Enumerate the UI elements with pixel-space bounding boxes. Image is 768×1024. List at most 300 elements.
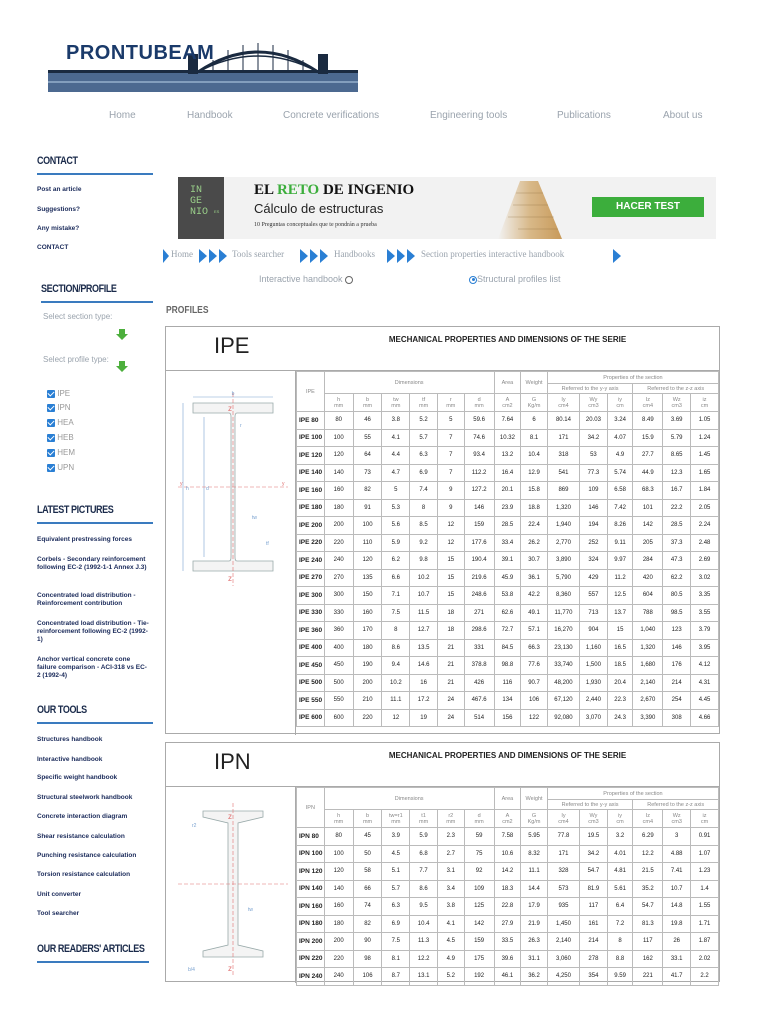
table-cell: 100 <box>324 429 353 447</box>
svg-text:y: y <box>180 481 183 487</box>
nav-handbook[interactable]: Handbook <box>187 110 233 121</box>
table-cell: 9.4 <box>382 657 410 675</box>
table-cell: 1.45 <box>691 447 719 465</box>
table-cell: 23.9 <box>494 499 521 517</box>
table-cell: 160 <box>353 604 382 622</box>
tool-link[interactable]: Punching resistance calculation <box>37 852 137 859</box>
checkbox-label: UPN <box>57 463 75 472</box>
table-cell: 36.1 <box>521 569 548 587</box>
table-cell: 35.2 <box>633 880 663 898</box>
table-cell: 67,120 <box>547 692 579 710</box>
table-cell: 180 <box>353 639 382 657</box>
sidebar-section-profile <box>41 283 153 303</box>
table-cell: 7.41 <box>663 863 691 881</box>
nav-publications[interactable]: Publications <box>557 110 611 121</box>
unit-label: cm3 <box>588 402 599 409</box>
ingenio-banner[interactable] <box>178 177 716 239</box>
table-cell: 6.4 <box>607 898 633 916</box>
svg-text:d: d <box>206 486 209 492</box>
unit-label: mm <box>446 818 456 825</box>
table-cell: 11.3 <box>410 933 438 951</box>
tool-link[interactable]: Unit converter <box>37 891 82 898</box>
tool-link[interactable]: Structural steelwork handbook <box>37 794 133 801</box>
checkbox-ipn[interactable] <box>47 403 71 415</box>
unit-label: cm <box>700 818 709 825</box>
table-cell: 21 <box>437 639 464 657</box>
table-cell: 180 <box>324 915 353 933</box>
table-cell: 80 <box>324 412 353 430</box>
contact-heading: CONTACT <box>37 155 78 167</box>
table-cell: 573 <box>547 880 579 898</box>
table-cell: 57.1 <box>521 622 548 640</box>
post-article-link[interactable]: Post an article <box>37 186 82 193</box>
table-cell: 73 <box>353 464 382 482</box>
table-cell: 74 <box>353 898 382 916</box>
table-cell: 23,130 <box>547 639 579 657</box>
chevron-right-icon <box>300 249 332 263</box>
profile-name: IPE 200 <box>297 517 325 535</box>
table-cell: 6.3 <box>410 447 438 465</box>
table-cell: 5.3 <box>382 499 410 517</box>
table-cell: 33.4 <box>494 534 521 552</box>
table-cell: 27.9 <box>494 915 521 933</box>
table-cell: 1.4 <box>691 880 719 898</box>
table-cell: 4.1 <box>437 915 464 933</box>
profile-dropdown-icon[interactable] <box>116 360 128 378</box>
table-cell: 159 <box>464 933 494 951</box>
table-cell: 298.6 <box>464 622 494 640</box>
table-cell: 7.7 <box>410 863 438 881</box>
any-mistake-link[interactable]: Any mistake? <box>37 225 80 232</box>
unit-label: mm <box>474 402 484 409</box>
table-cell: 426 <box>464 674 494 692</box>
table-cell: 271 <box>464 604 494 622</box>
table-cell: 221 <box>633 968 663 986</box>
table-cell: 170 <box>353 622 382 640</box>
table-cell: 45.9 <box>494 569 521 587</box>
svg-text:h: h <box>186 486 189 492</box>
tool-link[interactable]: Structures handbook <box>37 736 103 743</box>
unit-label: cm3 <box>588 818 599 825</box>
table-cell: 200 <box>324 517 353 535</box>
table-cell: 3 <box>663 828 691 846</box>
table-cell: 15 <box>437 552 464 570</box>
table-cell: 176 <box>663 657 691 675</box>
banner-title-accent: RETO <box>276 182 320 198</box>
profile-name: IPE 360 <box>297 622 325 640</box>
nav-about-us[interactable]: About us <box>663 110 703 121</box>
checkbox-icon <box>47 464 55 472</box>
table-cell: 14.8 <box>663 898 691 916</box>
checkbox-ipe[interactable] <box>47 389 70 401</box>
header-yy-axis: Referred to the y-y axis <box>547 800 632 810</box>
nav-engineering-tools[interactable]: Engineering tools <box>430 110 508 121</box>
header-dimensions: Dimensions <box>324 372 494 394</box>
table-cell: 12.3 <box>663 464 691 482</box>
table-cell: 68.3 <box>633 482 663 500</box>
table-cell: 284 <box>633 552 663 570</box>
header-symbol <box>353 810 382 828</box>
table-cell: 220 <box>324 950 353 968</box>
ingenio-logo <box>178 177 224 239</box>
unit-label: cm <box>616 818 624 825</box>
table-cell: 12 <box>382 709 410 727</box>
table-cell: 100 <box>324 845 353 863</box>
header-symbol <box>521 810 548 828</box>
table-cell: 7.58 <box>494 828 521 846</box>
table-cell: 140 <box>324 464 353 482</box>
table-cell: 34.2 <box>580 845 608 863</box>
table-cell: 26.3 <box>521 933 548 951</box>
table-cell: 467.6 <box>464 692 494 710</box>
breadcrumb-tools-searcher[interactable]: Tools searcher <box>232 249 285 259</box>
table-cell: 5.2 <box>437 968 464 986</box>
header-profile: IPN <box>297 788 325 828</box>
header-weight: Weight <box>521 788 548 810</box>
table-cell: 120 <box>324 447 353 465</box>
svg-text:tw: tw <box>248 907 253 913</box>
table-row <box>297 968 719 986</box>
table-cell: 16.5 <box>607 639 633 657</box>
checkbox-label: HEM <box>57 448 76 457</box>
profile-name: IPE 160 <box>297 482 325 500</box>
table-cell: 28.5 <box>663 517 691 535</box>
table-cell: 400 <box>324 639 353 657</box>
table-cell: 59.6 <box>464 412 494 430</box>
unit-label: cm <box>700 402 709 409</box>
tool-link[interactable]: Shear resistance calculation <box>37 833 125 840</box>
breadcrumb-handbooks[interactable]: Handbooks <box>334 249 375 259</box>
table-cell: 4.45 <box>691 692 719 710</box>
svg-text:tf: tf <box>266 541 269 547</box>
checkbox-upn[interactable] <box>47 463 74 475</box>
table-cell: 18.8 <box>521 499 548 517</box>
ipe-title: IPE <box>166 327 296 371</box>
unit-label: cm4 <box>642 402 654 409</box>
table-cell: 541 <box>547 464 579 482</box>
unit-label: mm <box>334 402 344 409</box>
symbol-label: iy <box>618 812 623 819</box>
table-cell: 5.95 <box>521 828 548 846</box>
table-cell: 8.49 <box>633 412 663 430</box>
profile-name: IPE 240 <box>297 552 325 570</box>
table-cell: 190.4 <box>464 552 494 570</box>
profile-name: IPN 160 <box>297 898 325 916</box>
header-symbol <box>324 810 353 828</box>
table-cell: 10.4 <box>410 915 438 933</box>
unit-label: cm3 <box>671 402 682 409</box>
table-cell: 33,740 <box>547 657 579 675</box>
site-logo[interactable] <box>48 36 358 92</box>
table-cell: 150 <box>353 587 382 605</box>
header-symbol <box>691 394 719 412</box>
contact-rule <box>37 173 153 175</box>
table-cell: 26 <box>663 933 691 951</box>
table-row <box>297 657 719 675</box>
table-row <box>297 898 719 916</box>
latest-picture-link[interactable]: Anchor vertical concrete cone failure comparison - ACI-318 vs EC-2 (1992-4) <box>37 656 147 679</box>
chevron-right-icon <box>163 249 169 263</box>
header-weight: Weight <box>521 372 548 394</box>
profile-name: IPE 270 <box>297 569 325 587</box>
header-dimensions: Dimensions <box>324 788 494 810</box>
table-cell: 7.42 <box>607 499 633 517</box>
table-cell: 4.07 <box>607 429 633 447</box>
header-symbol <box>353 394 382 412</box>
table-cell: 3.4 <box>437 880 464 898</box>
ipe-table <box>296 371 719 727</box>
svg-text:z: z <box>228 812 232 821</box>
table-cell: 15 <box>437 587 464 605</box>
header-symbol <box>633 810 663 828</box>
table-cell: 4.66 <box>691 709 719 727</box>
table-cell: 328 <box>547 863 579 881</box>
table-cell: 62.2 <box>663 569 691 587</box>
profile-name: IPN 120 <box>297 863 325 881</box>
table-row <box>297 828 719 846</box>
latest-picture-link[interactable]: Concentrated load distribution - Tie-reinforcement following EC-2 (1992-1) <box>37 620 149 643</box>
table-cell: 101 <box>633 499 663 517</box>
symbol-label: b <box>366 396 370 403</box>
table-cell: 49.1 <box>521 604 548 622</box>
table-cell: 8,360 <box>547 587 579 605</box>
section-profile-rule <box>41 301 153 303</box>
table-cell: 2.3 <box>437 828 464 846</box>
banner-title <box>254 182 414 199</box>
table-cell: 77.3 <box>580 464 608 482</box>
section-dropdown-icon[interactable] <box>116 328 128 346</box>
breadcrumb-section-properties[interactable]: Section properties interactive handbook <box>421 249 565 259</box>
table-cell: 18.3 <box>494 880 521 898</box>
table-cell: 7 <box>437 464 464 482</box>
table-row <box>297 933 719 951</box>
table-row <box>297 447 719 465</box>
table-cell: 13.2 <box>494 447 521 465</box>
table-cell: 0.91 <box>691 828 719 846</box>
table-cell: 53 <box>580 447 608 465</box>
table-cell: 190 <box>353 657 382 675</box>
table-cell: 31.1 <box>521 950 548 968</box>
table-cell: 4.7 <box>382 464 410 482</box>
table-cell: 12.5 <box>607 587 633 605</box>
table-cell: 5.79 <box>663 429 691 447</box>
table-cell: 10.32 <box>494 429 521 447</box>
table-cell: 48,200 <box>547 674 579 692</box>
table-cell: 39.6 <box>494 950 521 968</box>
symbol-label: r2 <box>448 812 454 819</box>
header-symbol <box>580 810 608 828</box>
table-cell: 15.9 <box>633 429 663 447</box>
table-cell: 12 <box>437 517 464 535</box>
table-cell: 58 <box>353 863 382 881</box>
table-cell: 110 <box>353 534 382 552</box>
table-cell: 33.1 <box>663 950 691 968</box>
table-cell: 1,940 <box>547 517 579 535</box>
table-cell: 248.6 <box>464 587 494 605</box>
symbol-label: tf <box>422 396 426 403</box>
profile-name: IPE 300 <box>297 587 325 605</box>
nav-home[interactable]: Home <box>109 110 136 121</box>
symbol-label: tw <box>393 396 399 403</box>
svg-text:y: y <box>282 481 285 487</box>
table-cell: 34.2 <box>580 429 608 447</box>
table-cell: 12.7 <box>410 622 438 640</box>
header-symbol <box>691 810 719 828</box>
tool-link[interactable]: Specific weight handbook <box>37 774 118 781</box>
table-cell: 109 <box>580 482 608 500</box>
table-cell: 21.5 <box>633 863 663 881</box>
symbol-label: G <box>531 812 537 819</box>
table-cell: 1.05 <box>691 412 719 430</box>
sidebar-readers-articles <box>37 943 168 963</box>
table-cell: 3.55 <box>691 604 719 622</box>
our-tools-rule <box>37 722 153 724</box>
table-cell: 330 <box>324 604 353 622</box>
table-cell: 4.4 <box>382 447 410 465</box>
table-cell: 14.2 <box>494 863 521 881</box>
checkbox-hea[interactable] <box>47 418 74 430</box>
table-cell: 50 <box>353 845 382 863</box>
table-row <box>297 569 719 587</box>
radio-structural-profiles[interactable] <box>469 274 561 284</box>
tool-link[interactable]: Tool searcher <box>37 910 80 917</box>
table-cell: 21 <box>437 657 464 675</box>
table-cell: 20.4 <box>607 674 633 692</box>
table-cell: 6.58 <box>607 482 633 500</box>
table-cell: 5.7 <box>410 429 438 447</box>
unit-label: mm <box>419 818 429 825</box>
table-cell: 1,320 <box>547 499 579 517</box>
table-row <box>297 499 719 517</box>
symbol-label: Wz <box>672 396 681 403</box>
checkbox-icon <box>47 419 55 427</box>
checkbox-hem[interactable] <box>47 448 75 460</box>
table-cell: 3.2 <box>607 828 633 846</box>
contact-link[interactable]: CONTACT <box>37 244 69 251</box>
table-row <box>297 915 719 933</box>
symbol-label: Iz <box>645 812 650 819</box>
table-row <box>297 552 719 570</box>
table-cell: 77.6 <box>521 657 548 675</box>
table-cell: 869 <box>547 482 579 500</box>
svg-text:tw: tw <box>252 515 257 521</box>
table-row <box>297 587 719 605</box>
svg-text:r2: r2 <box>192 823 197 829</box>
nav-concrete-verifications[interactable]: Concrete verifications <box>283 110 380 121</box>
table-cell: 7 <box>437 447 464 465</box>
table-cell: 205 <box>633 534 663 552</box>
ingenio-logo-line: NIO <box>190 207 209 218</box>
table-cell: 252 <box>580 534 608 552</box>
table-cell: 2.02 <box>691 950 719 968</box>
chevron-right-icon <box>387 249 419 263</box>
table-cell: 4.5 <box>382 845 410 863</box>
checkbox-heb[interactable] <box>47 433 74 445</box>
table-cell: 378.8 <box>464 657 494 675</box>
checkbox-icon <box>47 404 55 412</box>
table-cell: 46.1 <box>494 968 521 986</box>
table-cell: 146 <box>663 639 691 657</box>
table-cell: 4.12 <box>691 657 719 675</box>
latest-picture-link[interactable]: Corbels - Secondary reinforcement following EC-2 (1992-1-1 Annex J.3) <box>37 556 147 571</box>
table-cell: 7 <box>437 429 464 447</box>
unit-label: mm <box>391 402 401 409</box>
table-cell: 82 <box>353 915 382 933</box>
table-cell: 1.23 <box>691 863 719 881</box>
ingenio-logo-line: IN <box>190 185 203 196</box>
table-cell: 45 <box>353 828 382 846</box>
suggestions-link[interactable]: Suggestions? <box>37 206 80 213</box>
table-cell: 140 <box>324 880 353 898</box>
header-symbol <box>663 394 691 412</box>
hacer-test-button[interactable]: HACER TEST <box>592 197 704 217</box>
table-cell: 1.55 <box>691 898 719 916</box>
symbol-label: A <box>505 812 510 819</box>
profile-name: IPE 100 <box>297 429 325 447</box>
table-cell: 21 <box>437 674 464 692</box>
table-cell: 10.7 <box>410 587 438 605</box>
table-cell: 66.3 <box>521 639 548 657</box>
ipe-section-drawing <box>178 391 288 591</box>
table-cell: 557 <box>580 587 608 605</box>
table-cell: 142 <box>464 915 494 933</box>
symbol-label: Wy <box>589 812 598 819</box>
symbol-label: Iz <box>645 396 650 403</box>
table-row <box>297 464 719 482</box>
table-cell: 270 <box>324 569 353 587</box>
table-cell: 64 <box>353 447 382 465</box>
latest-picture-link[interactable]: Equivalent prestressing forces <box>37 536 133 543</box>
radio-interactive-handbook[interactable] <box>259 274 353 284</box>
profile-name: IPE 600 <box>297 709 325 727</box>
table-cell: 82 <box>353 482 382 500</box>
unit-label: cm4 <box>642 818 654 825</box>
table-cell: 220 <box>324 534 353 552</box>
table-cell: 28.5 <box>494 517 521 535</box>
table-cell: 13.5 <box>410 639 438 657</box>
unit-label: mm <box>362 402 373 409</box>
checkbox-icon <box>47 390 55 398</box>
table-cell: 300 <box>324 587 353 605</box>
symbol-label: h <box>337 812 341 819</box>
table-cell: 117 <box>633 933 663 951</box>
table-cell: 37.3 <box>663 534 691 552</box>
profile-name: IPE 220 <box>297 534 325 552</box>
sidebar-our-tools <box>37 704 153 724</box>
table-cell: 604 <box>633 587 663 605</box>
symbol-label: r <box>449 396 452 403</box>
unit-label: mm <box>474 818 484 825</box>
table-cell: 15 <box>437 569 464 587</box>
breadcrumb-home[interactable]: Home <box>171 249 193 259</box>
svg-text:z: z <box>228 574 232 583</box>
table-cell: 2,670 <box>633 692 663 710</box>
table-cell: 81.9 <box>580 880 608 898</box>
table-cell: 4.1 <box>382 429 410 447</box>
tool-link[interactable]: Concrete interaction diagram <box>37 813 128 820</box>
svg-text:r: r <box>240 423 242 429</box>
ingenio-logo-sup: ES <box>214 209 220 214</box>
table-row <box>297 674 719 692</box>
table-row <box>297 709 719 727</box>
table-cell: 11.1 <box>521 863 548 881</box>
tool-link[interactable]: Interactive handbook <box>37 756 103 763</box>
table-cell: 2.7 <box>437 845 464 863</box>
latest-picture-link[interactable]: Concentrated load distribution - Reinforcement contribution <box>37 592 136 607</box>
profile-name: IPN 180 <box>297 915 325 933</box>
table-cell: 81.3 <box>633 915 663 933</box>
tool-link[interactable]: Torsion resistance calculation <box>37 871 131 878</box>
